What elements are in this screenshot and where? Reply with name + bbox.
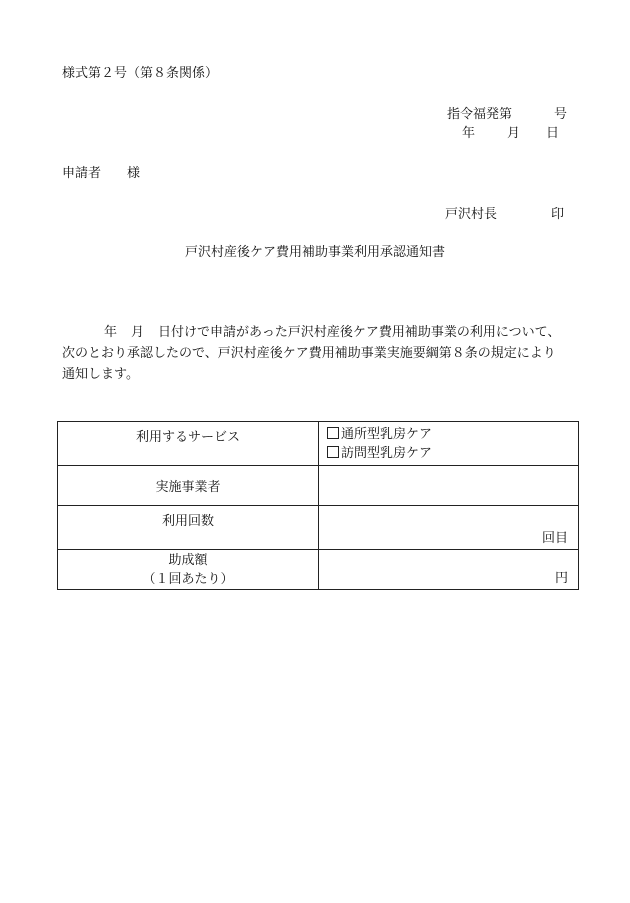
checkbox-icon[interactable] — [327, 427, 339, 439]
usage-count-label: 利用回数 — [161, 514, 214, 529]
subsidy-label-note: （１回あたり） — [142, 571, 234, 587]
service-option-label: 訪問型乳房ケア — [341, 445, 433, 461]
document-number-suffix: 号 — [554, 107, 568, 122]
issue-date-line — [462, 126, 559, 142]
service-option-home-visit[interactable] — [327, 444, 570, 463]
service-label: 利用するサービス — [135, 430, 240, 445]
service-label-cell — [58, 422, 319, 466]
date-month: 月 — [507, 126, 521, 141]
body-month: 月 — [131, 325, 145, 340]
body-year: 年 — [104, 325, 118, 340]
checkbox-icon[interactable] — [327, 446, 339, 458]
usage-count-unit: 回目 — [541, 531, 568, 546]
form-identifier: 様式第２号（第８条関係） — [62, 66, 219, 81]
issuer-line — [445, 207, 564, 223]
usage-count-label-cell — [58, 506, 319, 550]
body-line-1-text: 日付けで申請があった戸沢村産後ケア費用補助事業の利用について、 — [158, 325, 561, 340]
issuer-name: 戸沢村長 — [445, 207, 498, 222]
body-paragraph — [62, 322, 580, 385]
approval-details-table — [57, 421, 579, 590]
service-option-label: 通所型乳房ケア — [341, 426, 433, 442]
table-row-usage-count — [58, 506, 579, 550]
provider-label: 実施事業者 — [155, 480, 221, 495]
applicant-label: 申請者 — [62, 166, 102, 181]
document-number-prefix: 指令福発第 — [447, 107, 513, 122]
document-number-line — [447, 107, 567, 123]
body-line-3: 通知します。 — [62, 367, 139, 382]
subsidy-label-cell — [58, 550, 319, 590]
issuer-seal: 印 — [551, 207, 565, 222]
subsidy-unit: 円 — [554, 571, 568, 586]
subsidy-label: 助成額 — [168, 552, 208, 568]
body-line-2: 次のとおり承認したので、戸沢村産後ケア費用補助事業実施要綱第８条の規定により — [62, 346, 556, 361]
date-year: 年 — [462, 126, 476, 141]
date-day: 日 — [546, 126, 560, 141]
body-line-1 — [62, 322, 580, 343]
usage-count-value-cell[interactable] — [319, 506, 579, 550]
service-option-day-visit[interactable] — [327, 425, 570, 444]
provider-label-cell — [58, 466, 319, 506]
document-title: 戸沢村産後ケア費用補助事業利用承認通知書 — [184, 245, 445, 260]
table-row-subsidy — [58, 550, 579, 590]
service-options-cell — [319, 422, 579, 466]
table-row-service — [58, 422, 579, 466]
applicant-line — [62, 166, 140, 182]
subsidy-value-cell[interactable] — [319, 550, 579, 590]
table-row-provider — [58, 466, 579, 506]
provider-value-cell[interactable] — [319, 466, 579, 506]
applicant-honorific: 様 — [127, 166, 141, 181]
